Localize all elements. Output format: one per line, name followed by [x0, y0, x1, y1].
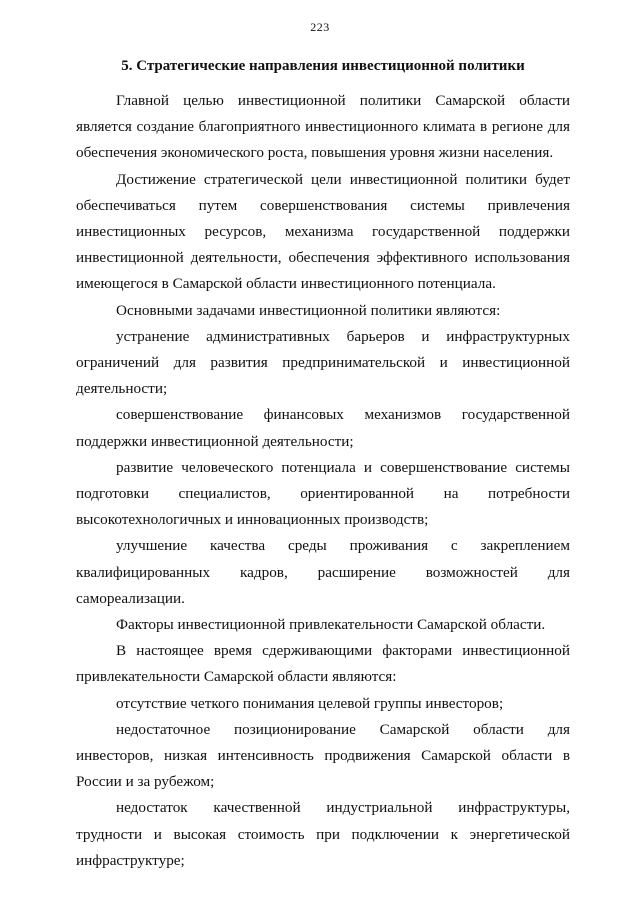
list-item-task-living-environment: улучшение качества среды проживания с закреплением квалифицированных кадров, расширение возможностей для самореализации. [76, 537, 570, 607]
list-item-task-human-potential: развитие человеческого потенциала и совершенствование системы подготовки специалистов, ориентированной на потребности высокотехнологичных и инновационных производств; [76, 458, 570, 529]
section-title: 5. Стратегические направления инвестиционной политики [121, 58, 525, 74]
paragraph-achievement: Достижение стратегической цели инвестиционной политики будет обеспечиваться путем совершенствования системы привлечения инвестиционных ресурсов, механизма государственной поддержки инвестиционной деятельности, обеспечения эффективного использования имеющегося в Самарской области инвестиционного потенциала. [76, 170, 570, 293]
paragraph-constraints-intro: В настоящее время сдерживающими факторами инвестиционной привлекательности Самарской области являются: [76, 642, 570, 686]
page-number: 223 [310, 20, 330, 34]
list-item-task-financial: совершенствование финансовых механизмов государственной поддержки инвестиционной деятельности; [76, 406, 570, 450]
paragraph-factors-heading: Факторы инвестиционной привлекательности Самарской области. [116, 616, 546, 634]
list-item-task-barriers: устранение административных барьеров и инфраструктурных ограничений для развития предпринимательской и инвестиционной деятельности; [76, 327, 570, 398]
list-item-constraint-infrastructure: недостаток качественной индустриальной инфраструктуры, трудности и высокая стоимость при подключении к энергетической инфраструктуре; [76, 799, 570, 869]
body-text [76, 88, 570, 874]
paragraph-goal: Главной целью инвестиционной политики Самарской области является создание благоприятного инвестиционного климата в регионе для обеспечения экономического роста, повышения уровня жизни населения. [76, 92, 570, 162]
paragraph-tasks-intro: Основными задачами инвестиционной политики являются: [116, 301, 501, 319]
list-item-constraint-target-group: отсутствие четкого понимания целевой группы инвесторов; [116, 694, 504, 712]
list-item-constraint-positioning: недостаточное позиционирование Самарской области для инвесторов, низкая интенсивность продвижения Самарской области в России и за рубежом; [76, 720, 570, 791]
